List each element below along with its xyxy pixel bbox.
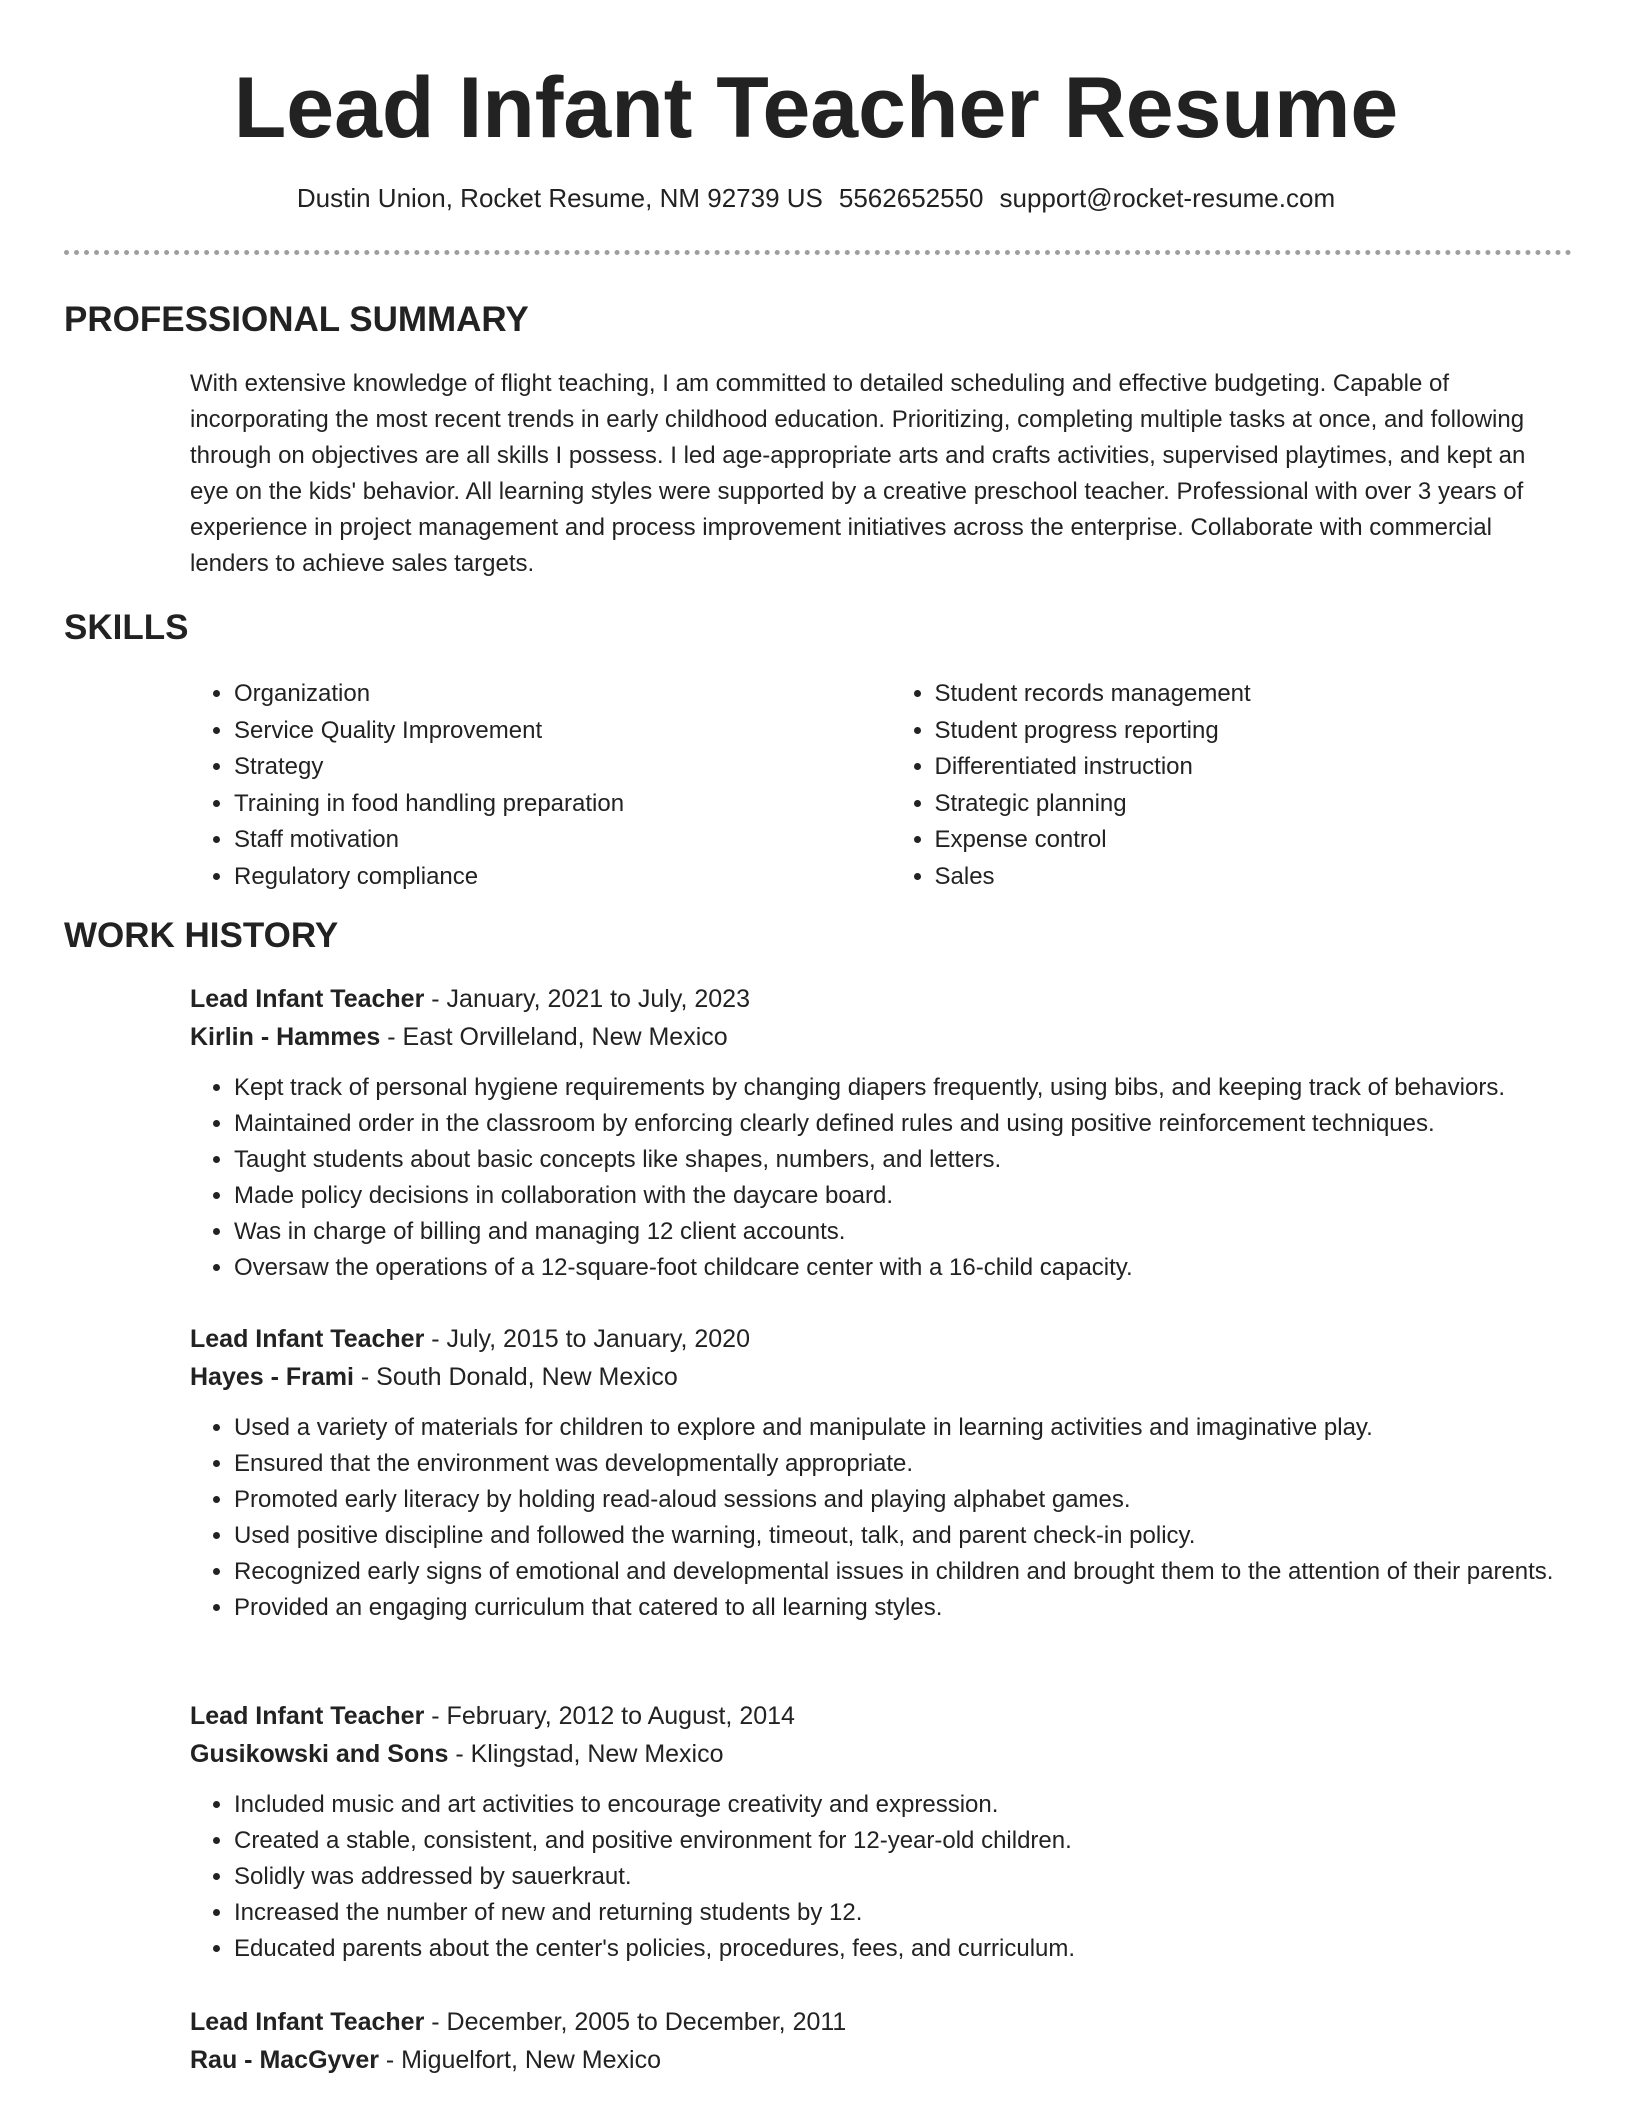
job-bullet: • Solidly was addressed by sauerkraut. xyxy=(234,1859,1568,1895)
skills-column-right xyxy=(891,676,1561,895)
job-bullet: • Promoted early literacy by holding read-aloud sessions and playing alphabet games. xyxy=(234,1482,1568,1518)
skills-list xyxy=(190,676,1560,895)
job-bullet: • Used a variety of materials for children to explore and manipulate in learning activities and imaginative play. xyxy=(234,1410,1568,1446)
job-dates: - January, 2021 to July, 2023 xyxy=(424,985,750,1013)
job-bullets xyxy=(190,1410,1568,1626)
job-dates: - December, 2005 to December, 2011 xyxy=(424,2008,847,2036)
skill-item: • Strategic planning xyxy=(935,786,1561,823)
skill-item: • Sales xyxy=(935,859,1561,896)
job-bullet: • Created a stable, consistent, and positive environment for 12-year-old children. xyxy=(234,1823,1568,1859)
skills-column-left xyxy=(190,676,860,895)
job-bullets xyxy=(190,1787,1568,1967)
job-company: Rau - MacGyver xyxy=(190,2046,379,2074)
job-bullet: • Used positive discipline and followed the warning, timeout, talk, and parent check-in policy. xyxy=(234,1518,1568,1554)
section-title-work-history: WORK HISTORY xyxy=(64,916,339,955)
job-bullet: • Increased the number of new and returning students by 12. xyxy=(234,1895,1568,1931)
job-bullet: • Provided an engaging curriculum that catered to all learning styles. xyxy=(234,1590,1568,1626)
job-company-line xyxy=(190,1018,1568,1056)
job-company: Hayes - Frami xyxy=(190,1363,354,1391)
job-location: - Miguelfort, New Mexico xyxy=(378,2046,661,2074)
job-company: Kirlin - Hammes xyxy=(190,1023,381,1051)
skill-item: • Training in food handling preparation xyxy=(234,786,860,823)
job-bullets xyxy=(190,1070,1568,1286)
job-title: Lead Infant Teacher xyxy=(190,1325,425,1353)
skill-item: • Student progress reporting xyxy=(935,713,1561,750)
section-title-summary: PROFESSIONAL SUMMARY xyxy=(64,300,529,339)
job-entry xyxy=(190,1697,1568,1967)
job-dates: - February, 2012 to August, 2014 xyxy=(424,1702,795,1730)
job-title: Lead Infant Teacher xyxy=(190,2008,425,2036)
job-bullet: • Was in charge of billing and managing 12 client accounts. xyxy=(234,1214,1568,1250)
contact-address: Dustin Union, Rocket Resume, NM 92739 US xyxy=(296,183,823,213)
skill-item: • Expense control xyxy=(935,822,1561,859)
job-location: - South Donald, New Mexico xyxy=(353,1363,678,1391)
job-bullet: • Oversaw the operations of a 12-square-foot childcare center with a 16-child capacity. xyxy=(234,1250,1568,1286)
job-bullet: • Maintained order in the classroom by enforcing clearly defined rules and using positive reinforcement techniques. xyxy=(234,1106,1568,1142)
job-company: Gusikowski and Sons xyxy=(190,1740,449,1768)
contact-line xyxy=(0,178,1632,218)
job-bullet: • Taught students about basic concepts like shapes, numbers, and letters. xyxy=(234,1142,1568,1178)
job-bullet: • Made policy decisions in collaboration with the daycare board. xyxy=(234,1178,1568,1214)
job-entry xyxy=(190,2003,1568,2079)
job-bullet: • Ensured that the environment was developmentally appropriate. xyxy=(234,1446,1568,1482)
job-title: Lead Infant Teacher xyxy=(190,985,425,1013)
job-title-line xyxy=(190,980,1568,1018)
section-title-skills: SKILLS xyxy=(64,608,189,647)
job-location: - East Orvilleland, New Mexico xyxy=(380,1023,728,1051)
job-entry xyxy=(190,1320,1568,1626)
job-title-line xyxy=(190,1697,1568,1735)
job-dates: - July, 2015 to January, 2020 xyxy=(424,1325,750,1353)
job-bullet: • Recognized early signs of emotional and developmental issues in children and brought them to the attention of their parents. xyxy=(234,1554,1568,1590)
job-title: Lead Infant Teacher xyxy=(190,1702,425,1730)
job-entry xyxy=(190,980,1568,1286)
resume-title: Lead Infant Teacher Resume xyxy=(233,60,1399,156)
skill-item: • Differentiated instruction xyxy=(935,749,1561,786)
job-location: - Klingstad, New Mexico xyxy=(448,1740,724,1768)
skill-item: • Organization xyxy=(234,676,860,713)
job-company-line xyxy=(190,2041,1568,2079)
job-bullet: • Kept track of personal hygiene requirements by changing diapers frequently, using bibs, and keeping track of behaviors. xyxy=(234,1070,1568,1106)
job-company-line xyxy=(190,1735,1568,1773)
job-bullet: • Included music and art activities to encourage creativity and expression. xyxy=(234,1787,1568,1823)
summary-text: With extensive knowledge of flight teaching, I am committed to detailed scheduling and effective budgeting. Capable of incorporating the most recent trends in early childhood education. Prioritizing, completing multiple tasks at once, and following through on objectives are all skills I possess. I led age-appropriate arts and crafts activities, supervised playtimes, and kept an eye on the kids' behavior. All learning styles were supported by a creative preschool teacher. Professional with over 3 years of experience in project management and process improvement initiatives across the enterprise. Collaborate with commercial lenders to achieve sales targets. xyxy=(190,370,1526,577)
skill-item: • Student records management xyxy=(935,676,1561,713)
skill-item: • Service Quality Improvement xyxy=(234,713,860,750)
job-bullet: • Educated parents about the center's policies, procedures, fees, and curriculum. xyxy=(234,1931,1568,1967)
job-title-line xyxy=(190,1320,1568,1358)
skill-item: • Strategy xyxy=(234,749,860,786)
skill-item: • Regulatory compliance xyxy=(234,859,860,896)
contact-email: support@rocket-resume.com xyxy=(999,183,1336,213)
job-title-line xyxy=(190,2003,1568,2041)
header-divider xyxy=(64,250,1572,255)
job-company-line xyxy=(190,1358,1568,1396)
skill-item: • Staff motivation xyxy=(234,822,860,859)
contact-phone: 5562652550 xyxy=(838,183,984,213)
